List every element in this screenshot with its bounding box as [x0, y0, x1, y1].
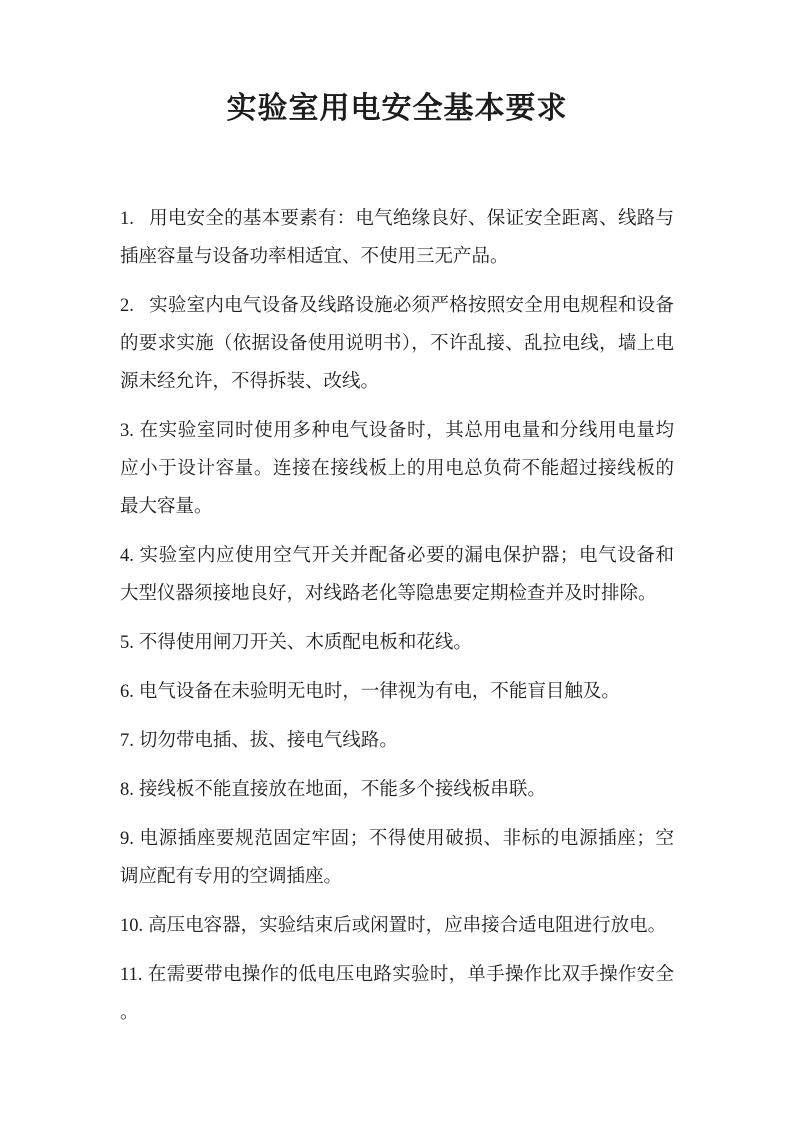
item-number: 2.	[120, 296, 134, 316]
list-item	[120, 907, 674, 945]
list-item	[120, 200, 674, 276]
item-number: 7.	[120, 731, 134, 751]
item-text: 在需要带电操作的低电压电路实验时，单手操作比双手操作安全 。	[120, 965, 674, 1023]
item-number: 6.	[120, 682, 134, 702]
item-text: 在实验室同时使用多种电气设备时，其总用电量和分线用电量均应小于设计容量。连接在接线板上的用电总负荷不能超过接线板的最大容量。	[120, 421, 674, 517]
list-item	[120, 771, 674, 809]
item-text: 用电安全的基本要素有：电气绝缘良好、保证安全距离、线路与插座容量与设备功率相适宜、不使用三无产品。	[120, 209, 674, 267]
item-number: 3.	[120, 421, 134, 441]
document-title: 实验室用电安全基本要求	[226, 92, 568, 125]
list-item	[120, 722, 674, 760]
item-number: 1.	[120, 209, 134, 229]
item-text: 高压电容器，实验结束后或闲置时，应串接合适电阻进行放电。	[148, 916, 667, 936]
item-number: 8.	[120, 780, 134, 800]
item-number: 10.	[120, 916, 144, 936]
list-item	[120, 412, 674, 526]
list-item	[120, 673, 674, 711]
requirements-list	[120, 200, 674, 1032]
list-item	[120, 624, 674, 662]
list-item	[120, 287, 674, 401]
item-text: 实验室内应使用空气开关并配备必要的漏电保护器；电气设备和大型仪器须接地良好，对线路老化等隐患要定期检查并及时排除。	[120, 546, 674, 604]
list-item	[120, 537, 674, 613]
item-text: 电气设备在未验明无电时，一律视为有电，不能盲目触及。	[138, 682, 620, 702]
item-number: 5.	[120, 633, 134, 653]
item-number: 9.	[120, 829, 134, 849]
list-item	[120, 820, 674, 896]
item-text: 切勿带电插、拔、接电气线路。	[138, 731, 398, 751]
item-text: 实验室内电气设备及线路设施必须严格按照安全用电规程和设备的要求实施（依据设备使用说明书），不许乱接、乱拉电线，墙上电源未经允许，不得拆装、改线。	[120, 296, 674, 392]
item-number: 11.	[120, 965, 143, 985]
item-text: 接线板不能直接放在地面，不能多个接线板串联。	[138, 780, 546, 800]
item-text: 不得使用闸刀开关、木质配电板和花线。	[138, 633, 472, 653]
list-item	[120, 956, 674, 1032]
item-text: 电源插座要规范固定牢固；不得使用破损、非标的电源插座；空调应配有专用的空调插座。	[120, 829, 674, 887]
item-number: 4.	[120, 546, 134, 566]
